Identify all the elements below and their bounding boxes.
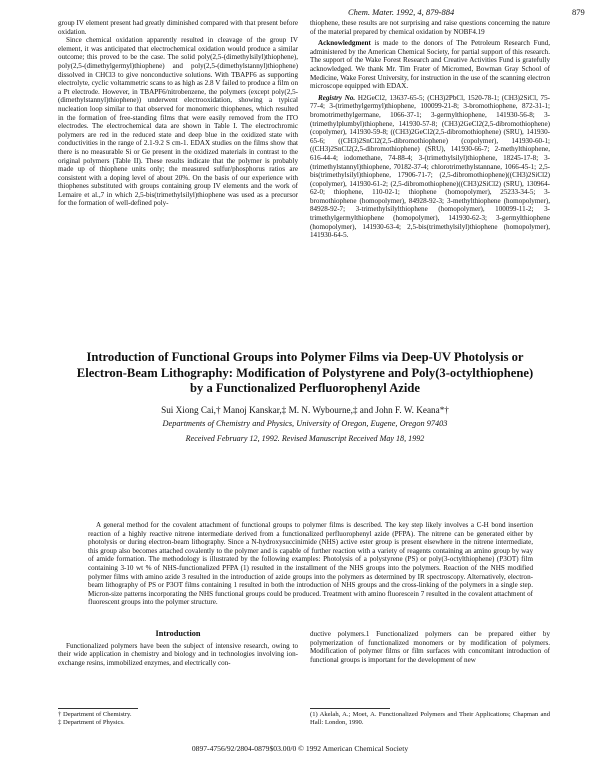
left-column-top: [58, 19, 298, 344]
acknowledgment-label: Acknowledgment: [318, 39, 371, 48]
footnote-chemistry: † Department of Chemistry.: [58, 711, 132, 718]
right-column-top: [310, 19, 550, 264]
left-paragraph-1: group IV element present had greatly diminished compared with that present before oxidation.: [58, 19, 298, 36]
abstract-text: A general method for the covalent attachment of functional groups to polymer films is described. The key step likely involves a C-H bond insertion reaction of a highly reactive nitrene intermediate derived from a functionalized perfluorophenyl azide (PFPA). The nitrene can be generated either by photolysis or during electron-beam lithography. Since a N-hydroxysuccinimide (NHS) active ester group is present elsewhere in the nitrene intermediate, this group also becomes attached covalently to the polymer and is capable of further reaction with a variety of reagents containing an amino group by way of amide formation. The methodology is illustrated by the following examples: Photolysis of a polystyrene (PS) or poly(3-octylthiophene) (P3OT) film containing 3-10 wt % of NHS-functionalized PFPA (1) resulted in the installment of the NHS groups into the polymers. Reaction of the NHS modified polymer films with amino azide 3 resulted in the introduction of azide groups into the polymers as determined by IR spectroscopy. Alternatively, electron-beam lithography of PS or P3OT films containing 1 resulted in both the introduction of NHS groups and the cross-linking of the polymers in a single step. Micron-size patterns incorporating the NHS functional groups could be produced. Treatment with amino fluorescein 7 resulted in the covalent attachment of fluorescent groups into the polymer structure.: [88, 521, 533, 607]
author-footnotes: [58, 711, 298, 727]
copyright-footer: 0897-4756/92/2804-0879$03.00/0 © 1992 American Chemical Society: [191, 744, 409, 753]
introduction-right-column: [310, 630, 550, 705]
running-head: [0, 4, 600, 18]
introduction-left-text: Functionalized polymers have been the subject of intensive research, owing to their wide application in chemistry and biology and in technologies involving ion-exchange resins, immobilized enzymes, and electrically con-: [58, 641, 298, 667]
reference-1: (1) Akelah, A.; Moet, A. Functionalized Polymers and Their Applications; Chapman and Hall: London, 1990.: [310, 711, 550, 726]
article-title: Introduction of Functional Groups into Polymer Films via Deep-UV Photolysis or Electron-Beam Lithography: Modification of Polystyrene and Poly(3-octylthiophene) by a Functionalized Perfluorophenyl Azide: [76, 350, 534, 395]
footnote-divider-left: [58, 708, 138, 709]
affiliation: Departments of Chemistry and Physics, University of Oregon, Eugene, Oregon 97403: [162, 418, 448, 428]
introduction-left-column: [58, 630, 298, 705]
introduction-right-text: ductive polymers.1 Functionalized polymers can be prepared either by polymerization of functionalized monomers or by modification of polymers. Modification of polymer films or film surfaces with concomitant introduction of functional groups is important for the development of new: [310, 630, 550, 664]
footnote-physics: ‡ Department of Physics.: [58, 719, 125, 726]
journal-citation: Chem. Mater. 1992, 4, 879-884: [348, 7, 455, 17]
introduction-heading: Introduction: [155, 630, 201, 638]
registry-paragraph: [310, 94, 550, 240]
reference-footnote: [310, 711, 550, 727]
abstract: [88, 521, 533, 621]
right-intro-paragraph: thiophene, these results are not surprising and raise questions concerning the nature of the material prepared by chemical oxidation by NOBF4.19: [310, 19, 550, 36]
received-dates: Received February 12, 1992. Revised Manuscript Received May 18, 1992: [185, 433, 425, 443]
page-number: 879: [572, 7, 585, 17]
registry-label: Registry No.: [318, 93, 356, 102]
footnote-divider-right: [310, 708, 390, 709]
article-header: [70, 350, 540, 443]
left-paragraph-2: Since chemical oxidation apparently resulted in cleavage of the group IV element, it was anticipated that electrochemical oxidation would produce a similar outcome; this proved to be the case. The solid poly(2,5-(dimethylsilyl)thiophene), poly(2,5-(dimethylgermyl)thiophene) and poly(2,5-(dimethylstannyl)thiophene) dissolved in CHCl3 to give nonconductive solutions. With TBAPF6 as supporting electrolyte, cyclic voltammetric scans to as high as 2.8 V failed to produce a film on a Pt electrode. However, in TBAPF6/nitrobenzene, the polymers (except poly(2,5-(dimethylstannyl)thiophene)) underwent electrooxidation, showing a typical nucleation loop similar to that observed for monomeric thiophenes, which resulted in the formation of free-standing films that were easily removed from the ITO electrodes. The electrochemical data are shown in Table I. The electrochromic polymers are red in the reduced state and deep blue in the oxidized state with conductivities in the range of 2.1-9.2 S cm-1. EDAX studies on the films show that there is no measurable Si or Ge present in the oxidized materials in contrast to the original polymers (Table II). These results indicate that the polymer is probably made up of thiophene units only; the measured sulfur/phosphorus ratios are consistent with a doping level of about 20%. On the basis of our experience with thiophenes substituted with groups containing group IV elements and the work of Lemaire et al.,7 in which 2,5-bis(trimethylsilyl)thiophene was used as a precursor for the formation of well-defined poly-: [58, 36, 298, 208]
registry-text: H2GeCl2, 13637-65-5; (CH3)2PbCl, 1520-78-1; (CH3)2SiCl, 75-77-4; 3-(trimethylgermyl)thiophene, 100099-21-8; 3-bromothiophene, 872-31-1; bromotrimethylgermane, 1066-37-1; 3-germylthiophene, 141930-56-8; 3-(trimethylplumbyl)thiophene, 141930-57-8; (CH3)2GeCl2(2,5-dibromothiophene) (copolymer), 141930-59-8; ((CH3)2GeCl2(2,5-dibromothiophene) (SRU), 141930-65-6; ((CH3)2SnCl2(2,5-dibromothiophene) (copolymer), 141930-60-1; ((CH3)2SnCl2(2,5-dibromothiophene) (SRU), 141930-66-7; 2-methylthiophene, 616-44-4; iodomethane, 74-88-4; 3-(trimethylsilyl)thiophene, 18245-17-8; 3-(trimethylstannyl)thiophene, 70182-37-4; chlorotrimethylstannane, 1066-45-1; 2,5-bis(trimethylsilyl)thiophene, 17906-71-7; (2,5-dibromothiophene)((CH3)2SiCl2) (copolymer), 141930-61-2; (2,5-dibromothiophene)((CH3)2SiCl2) (SRU), 130964-62-0; thiophene, 110-02-1; thiophene (homopolymer), 25233-34-5; 3-bromothiophene (homopolymer), 84928-92-3; 3-methylthiophene (homopolymer), 84928-92-7; 3-trimethylsilylthiophene (homopolymer), 100099-11-2; 3-trimethylgermylthiophene (homopolymer), 141930-62-3; 3-germylthiophene (homopolymer), 141930-63-4; 2,5-bis(trimethylsilyl)thiophene (homopolymer), 141930-64-5.: [310, 93, 550, 240]
acknowledgment-text: is made to the donors of The Petroleum Research Fund, administered by the American Chemical Society, for partial support of this research. The support of the Wake Forest Research and Creative Activities Fund is gratefully acknowledged. We thank Mr. Tim Frater of Micromed, Bowman Gray School of Medicine, Wake Forest University, for instruction in the use of the scanning electron microscope equipped with EDAX.: [310, 39, 550, 91]
author-list: Sui Xiong Cai,† Manoj Kanskar,‡ M. N. Wybourne,‡ and John F. W. Keana*†: [161, 404, 449, 415]
acknowledgment-paragraph: [310, 39, 550, 91]
